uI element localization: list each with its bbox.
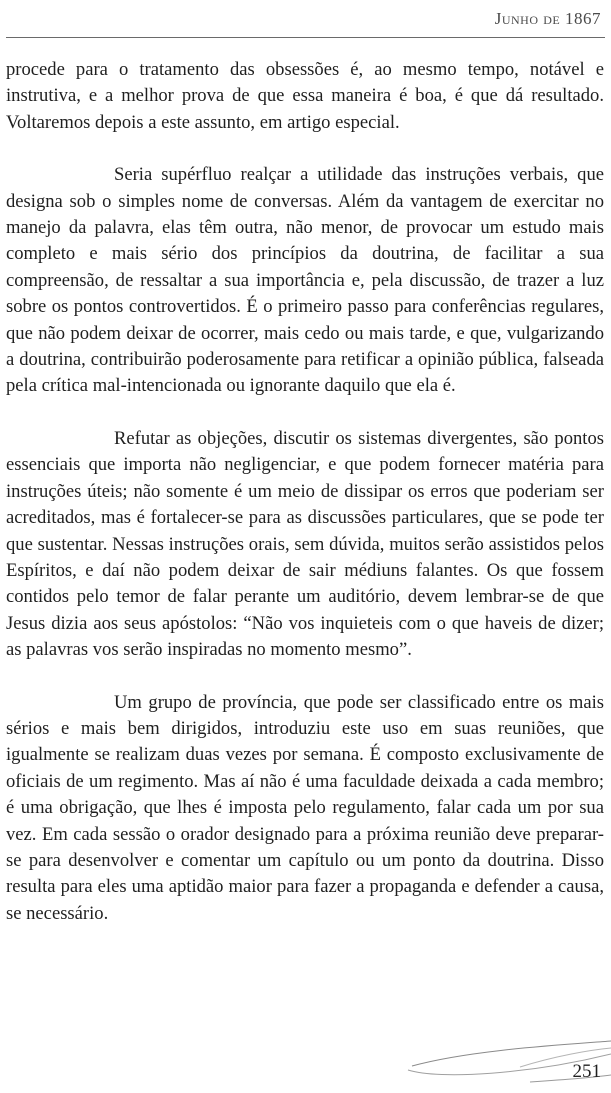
paragraph-objections: Refutar as objeções, discutir os sistemas divergentes, são pontos essenciais que importa não negligenciar, e que podem fornecer matéria para instruções úteis; não somente é um meio de dissipar os erros que poderiam ser acreditados, mas é fortalecer-se para as discussões particulares, que se pode ter que sustentar. Nessas instruções orais, sem dúvida, muitos serão assistidos pelos Espíritos, e daí não podem deixar de sair médiuns falantes. Os que fossem contidos pelo temor de falar perante um auditório, devem lembrar-se de que Jesus dizia aos seus apóstolos: “Não vos inquieteis com o que haveis de dizer; as palavras vos serão inspiradas no momento mesmo”.	[6, 427, 604, 661]
running-header: Junho de 1867	[494, 9, 601, 28]
header-divider	[6, 37, 605, 38]
paragraph-province-group: Um grupo de província, que pode ser classificado entre os mais sérios e mais bem dirigidos, introduziu este uso em suas reuniões, que igualmente se realizam duas vezes por semana. É composto exclusivamente de oficiais de um regimento. Mas aí não é uma faculdade deixada a cada membro; é uma obrigação, que lhes é imposta pelo regulamento, falar cada um por sua vez. Em cada sessão o orador designado para a próxima reunião deve preparar-se para desenvolver e comentar um capítulo ou um ponto da doutrina. Disso resulta para eles uma aptidão maior para fazer a propaganda e defender a causa, se necessário.	[6, 691, 604, 924]
page-body	[6, 57, 604, 927]
paragraph-continuation: procede para o tratamento das obsessões é, ao mesmo tempo, notável e instrutiva, e a melhor prova de que essa maneira é boa, é que dá resultado. Voltaremos depois a este assunto, em artigo especial.	[6, 59, 604, 133]
page-number: 251	[572, 1061, 601, 1082]
paragraph-verbal-instructions: Seria supérfluo realçar a utilidade das instruções verbais, que designa sob o simples nome de conversas. Além da vantagem de exercitar no manejo da palavra, elas têm outra, não menor, de provocar um estudo mais completo e mais sério dos princípios da doutrina, de facilitar a sua compreensão, de ressaltar a sua importância e, pela discussão, de trazer a luz sobre os pontos controvertidos. É o primeiro passo para conferências regulares, que não podem deixar de ocorrer, mais cedo ou mais tarde, e que, vulgarizando a doutrina, contribuirão poderosamente para retificar a opinião pública, falseada pela crítica mal-intencionada ou ignorante daquilo que ela é.	[6, 164, 604, 397]
footer-swoosh-ornament	[0, 1040, 611, 1093]
page-footer	[0, 1040, 611, 1093]
